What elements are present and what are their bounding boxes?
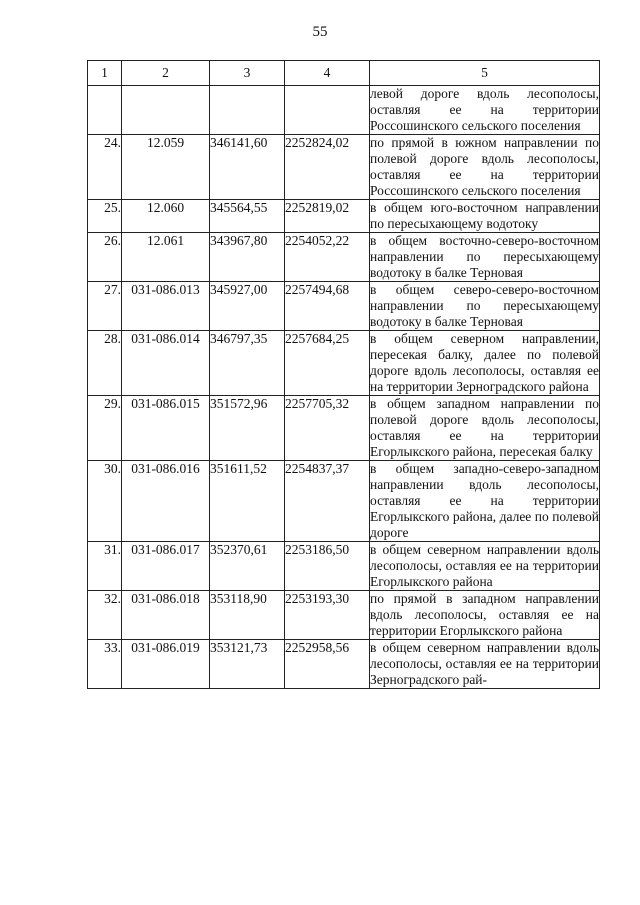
- boundary-description: в общем западно-северо-западном направлении вдоль лесополосы, оставляя ее на территории Егорлыкского района, далее по полевой дороге: [370, 461, 599, 540]
- coord-y: 2253186,50: [285, 542, 370, 591]
- boundary-description: левой дороге вдоль лесополосы, оставляя ее на территории Россошинского сельского поселения: [370, 86, 599, 133]
- coord-x: 345564,55: [210, 200, 285, 233]
- coord-x: [210, 86, 285, 135]
- table-row: [88, 396, 600, 461]
- coord-x: 351611,52: [210, 461, 285, 542]
- point-code: 12.061: [122, 233, 210, 282]
- point-code: 12.059: [122, 135, 210, 200]
- coord-y: [285, 86, 370, 135]
- coord-x: 346797,35: [210, 331, 285, 396]
- coord-x: 351572,96: [210, 396, 285, 461]
- point-code: 031-086.019: [122, 640, 210, 689]
- coord-y: 2257494,68: [285, 282, 370, 331]
- boundary-description: в общем северном направлении вдоль лесополосы, оставляя ее на территории Зерноградского рай-: [370, 640, 599, 687]
- row-number: 28.: [88, 331, 122, 396]
- row-number: 25.: [88, 200, 122, 233]
- table-row: [88, 542, 600, 591]
- coord-y: 2254837,37: [285, 461, 370, 542]
- boundary-description: в общем северном направлении, пересекая балку, далее по полевой дороге вдоль лесополосы, оставляя ее на территории Зерноградского района: [370, 331, 599, 394]
- boundary-table: [87, 60, 600, 689]
- table-header-row: [88, 61, 600, 86]
- point-code: 031-086.016: [122, 461, 210, 542]
- point-code: 031-086.014: [122, 331, 210, 396]
- table-row: [88, 640, 600, 689]
- row-number: 29.: [88, 396, 122, 461]
- table-row: [88, 591, 600, 640]
- boundary-description: в общем западном направлении по полевой дороге вдоль лесополосы, оставляя ее на территории Егорлыкского района, пересекая балку: [370, 396, 599, 459]
- coord-x: 353118,90: [210, 591, 285, 640]
- point-code: 12.060: [122, 200, 210, 233]
- header-col-2: 2: [122, 61, 210, 86]
- point-code: 031-086.013: [122, 282, 210, 331]
- row-number: 27.: [88, 282, 122, 331]
- table-row: [88, 331, 600, 396]
- header-col-1: 1: [88, 61, 122, 86]
- coord-x: 346141,60: [210, 135, 285, 200]
- row-number: [88, 86, 122, 135]
- header-col-4: 4: [285, 61, 370, 86]
- coord-y: 2253193,30: [285, 591, 370, 640]
- table-row: [88, 86, 600, 135]
- coord-y: 2254052,22: [285, 233, 370, 282]
- row-number: 24.: [88, 135, 122, 200]
- coord-x: 345927,00: [210, 282, 285, 331]
- point-code: [122, 86, 210, 135]
- point-code: 031-086.015: [122, 396, 210, 461]
- coord-y: 2257684,25: [285, 331, 370, 396]
- boundary-description: в общем северо-северо-восточном направлении по пересыхающему водотоку в балке Терновая: [370, 282, 599, 329]
- coord-y: 2252819,02: [285, 200, 370, 233]
- boundary-description: по прямой в западном направлении вдоль лесополосы, оставляя ее на территории Егорлыкского района: [370, 591, 599, 638]
- point-code: 031-086.017: [122, 542, 210, 591]
- row-number: 26.: [88, 233, 122, 282]
- header-col-3: 3: [210, 61, 285, 86]
- row-number: 31.: [88, 542, 122, 591]
- page-number: 55: [312, 24, 328, 40]
- table-row: [88, 233, 600, 282]
- coord-x: 353121,73: [210, 640, 285, 689]
- row-number: 33.: [88, 640, 122, 689]
- coord-y: 2257705,32: [285, 396, 370, 461]
- coord-y: 2252824,02: [285, 135, 370, 200]
- boundary-description: в общем юго-восточном направлении по пересыхающему водотоку: [370, 200, 599, 231]
- boundary-description: в общем восточно-северо-восточном направлении по пересыхающему водотоку в балке Терновая: [370, 233, 599, 280]
- row-number: 32.: [88, 591, 122, 640]
- point-code: 031-086.018: [122, 591, 210, 640]
- coord-y: 2252958,56: [285, 640, 370, 689]
- table-row: [88, 282, 600, 331]
- coord-x: 352370,61: [210, 542, 285, 591]
- table-row: [88, 135, 600, 200]
- table-row: [88, 200, 600, 233]
- row-number: 30.: [88, 461, 122, 542]
- boundary-description: по прямой в южном направлении по полевой дороге вдоль лесополосы, оставляя ее на территории Россошинского сельского поселения: [370, 135, 599, 198]
- coord-x: 343967,80: [210, 233, 285, 282]
- table-row: [88, 461, 600, 542]
- header-col-5: 5: [370, 61, 600, 86]
- boundary-description: в общем северном направлении вдоль лесополосы, оставляя ее на территории Егорлыкского района: [370, 542, 599, 589]
